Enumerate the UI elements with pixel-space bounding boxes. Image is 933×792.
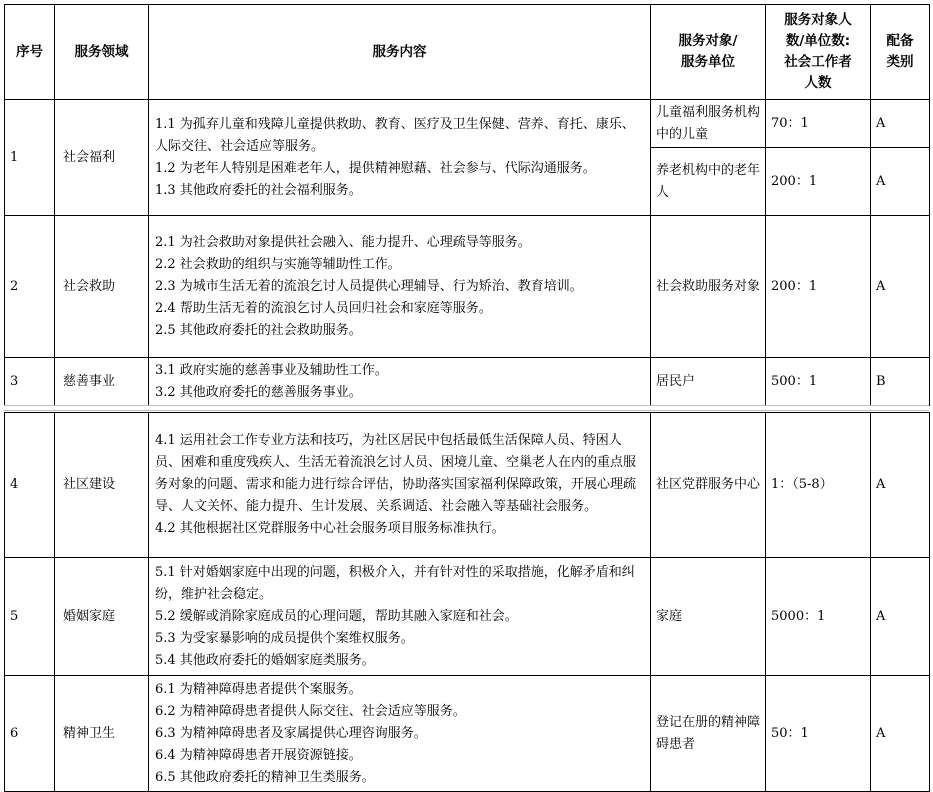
- service-content: [149, 358, 651, 406]
- header-target: [651, 5, 766, 100]
- row-number: 5: [5, 558, 55, 676]
- service-domain: 社会福利: [55, 100, 149, 216]
- table-row: [5, 558, 930, 676]
- staffing-category: A: [871, 148, 930, 216]
- service-domain: 慈善事业: [55, 358, 149, 406]
- content-item: 3.1 政府实施的慈善事业及辅助性工作。: [155, 362, 388, 378]
- service-ratio: 500：1: [766, 358, 871, 406]
- header-no: 序号: [5, 5, 55, 100]
- service-content: [149, 413, 651, 558]
- content-item: 6.1 为精神障碍患者提供个案服务。: [155, 681, 362, 697]
- row-number: 6: [5, 676, 55, 792]
- service-target: 儿童福利服务机构中的儿童: [651, 100, 766, 148]
- header-ratio-line: 服务对象人: [784, 12, 852, 28]
- service-content: [149, 676, 651, 792]
- header-content: 服务内容: [149, 5, 651, 100]
- staffing-category: B: [871, 358, 930, 406]
- service-table-bottom: [4, 412, 930, 792]
- content-item: 5.1 针对婚姻家庭中出现的问题，积极介入，并有针对性的采取措施，化解矛盾和纠纷，维护社会稳定。: [155, 564, 635, 602]
- header-ratio: [766, 5, 871, 100]
- page-break-divider: [4, 405, 929, 411]
- service-target: 登记在册的精神障碍患者: [651, 676, 766, 792]
- content-item: 6.2 为精神障碍患者提供人际交往、社会适应等服务。: [155, 703, 466, 719]
- content-item: 1.3 其他政府委托的社会福利服务。: [155, 182, 362, 198]
- row-number: 1: [5, 100, 55, 216]
- content-item: 6.4 为精神障碍患者开展资源链接。: [155, 747, 362, 763]
- header-target-line: 服务对象/: [678, 33, 738, 49]
- header-ratio-line: 数/单位数:: [785, 33, 851, 49]
- content-item: 1.1 为孤弃儿童和残障儿童提供救助、教育、医疗及卫生保健、营养、育托、康乐、人际交往、社会适应等服务。: [155, 116, 635, 154]
- content-item: 1.2 为老年人特别是困难老年人，提供精神慰藉、社会参与、代际沟通服务。: [155, 160, 596, 176]
- content-item: 3.2 其他政府委托的慈善服务事业。: [155, 384, 362, 400]
- service-target: 家庭: [651, 558, 766, 676]
- header-row: [5, 5, 930, 100]
- row-number: 2: [5, 216, 55, 358]
- content-item: 6.5 其他政府委托的精神卫生类服务。: [155, 769, 375, 785]
- service-domain: 精神卫生: [55, 676, 149, 792]
- content-item: 2.2 社会救助的组织与实施等辅助性工作。: [155, 256, 401, 272]
- service-target: 社会救助服务对象: [651, 216, 766, 358]
- header-category-line: 类别: [886, 54, 914, 70]
- row-number: 3: [5, 358, 55, 406]
- service-domain: 社区建设: [55, 413, 149, 558]
- service-table-top: [4, 4, 930, 406]
- service-target: 居民户: [651, 358, 766, 406]
- staffing-category: A: [871, 676, 930, 792]
- service-ratio: 5000：1: [766, 558, 871, 676]
- content-item: 2.1 为社会救助对象提供社会融入、能力提升、心理疏导等服务。: [155, 234, 531, 250]
- content-item: 2.5 其他政府委托的社会救助服务。: [155, 322, 362, 338]
- content-item: 4.1 运用社会工作专业方法和技巧，为社区居民中包括最低生活保障人员、特困人员、困难和重度残疾人、生活无着流浪乞讨人员、困境儿童、空巢老人在内的重点服务对象的问题、需求和能力进行综合评估，协助落实国家福利保障政策，开展心理疏导、人文关怀、能力提升、生计发展、关系调适、社会融入等基础社会服务。: [155, 433, 637, 514]
- header-ratio-line: 人数: [804, 75, 832, 91]
- content-item: 5.2 缓解或消除家庭成员的心理问题，帮助其融入家庭和社会。: [155, 608, 518, 624]
- content-item: 4.2 其他根据社区党群服务中心社会服务项目服务标准执行。: [155, 521, 505, 536]
- service-content: [149, 216, 651, 358]
- table-row: [5, 216, 930, 358]
- service-ratio: 1：（5-8）: [766, 413, 871, 558]
- staffing-category: A: [871, 216, 930, 358]
- service-content: [149, 100, 651, 216]
- staffing-category: A: [871, 413, 930, 558]
- service-ratio: 200：1: [766, 148, 871, 216]
- service-ratio: 50：1: [766, 676, 871, 792]
- service-target: 社区党群服务中心: [651, 413, 766, 558]
- service-domain: 婚姻家庭: [55, 558, 149, 676]
- staffing-category: A: [871, 558, 930, 676]
- content-item: 5.4 其他政府委托的婚姻家庭类服务。: [155, 652, 375, 668]
- content-item: 5.3 为受家暴影响的成员提供个案维权服务。: [155, 630, 414, 646]
- content-item: 6.3 为精神障碍患者及家属提供心理咨询服务。: [155, 725, 427, 741]
- header-target-line: 服务单位: [681, 54, 735, 70]
- table-row: [5, 413, 930, 558]
- table-row: [5, 358, 930, 406]
- service-domain: 社会救助: [55, 216, 149, 358]
- content-item: 2.4 帮助生活无着的流浪乞讨人员回归社会和家庭等服务。: [155, 300, 492, 316]
- header-domain: 服务领域: [55, 5, 149, 100]
- header-category: [871, 5, 930, 100]
- header-category-line: 配备: [886, 33, 914, 49]
- table-row: [5, 676, 930, 792]
- service-content: [149, 558, 651, 676]
- staffing-category: A: [871, 100, 930, 148]
- row-number: 4: [5, 413, 55, 558]
- content-item: 2.3 为城市生活无着的流浪乞讨人员提供心理辅导、行为矫治、教育培训。: [155, 278, 583, 294]
- service-ratio: 70：1: [766, 100, 871, 148]
- table-row: [5, 100, 930, 148]
- service-ratio: 200：1: [766, 216, 871, 358]
- header-ratio-line: 社会工作者: [784, 54, 852, 70]
- service-target: 养老机构中的老年人: [651, 148, 766, 216]
